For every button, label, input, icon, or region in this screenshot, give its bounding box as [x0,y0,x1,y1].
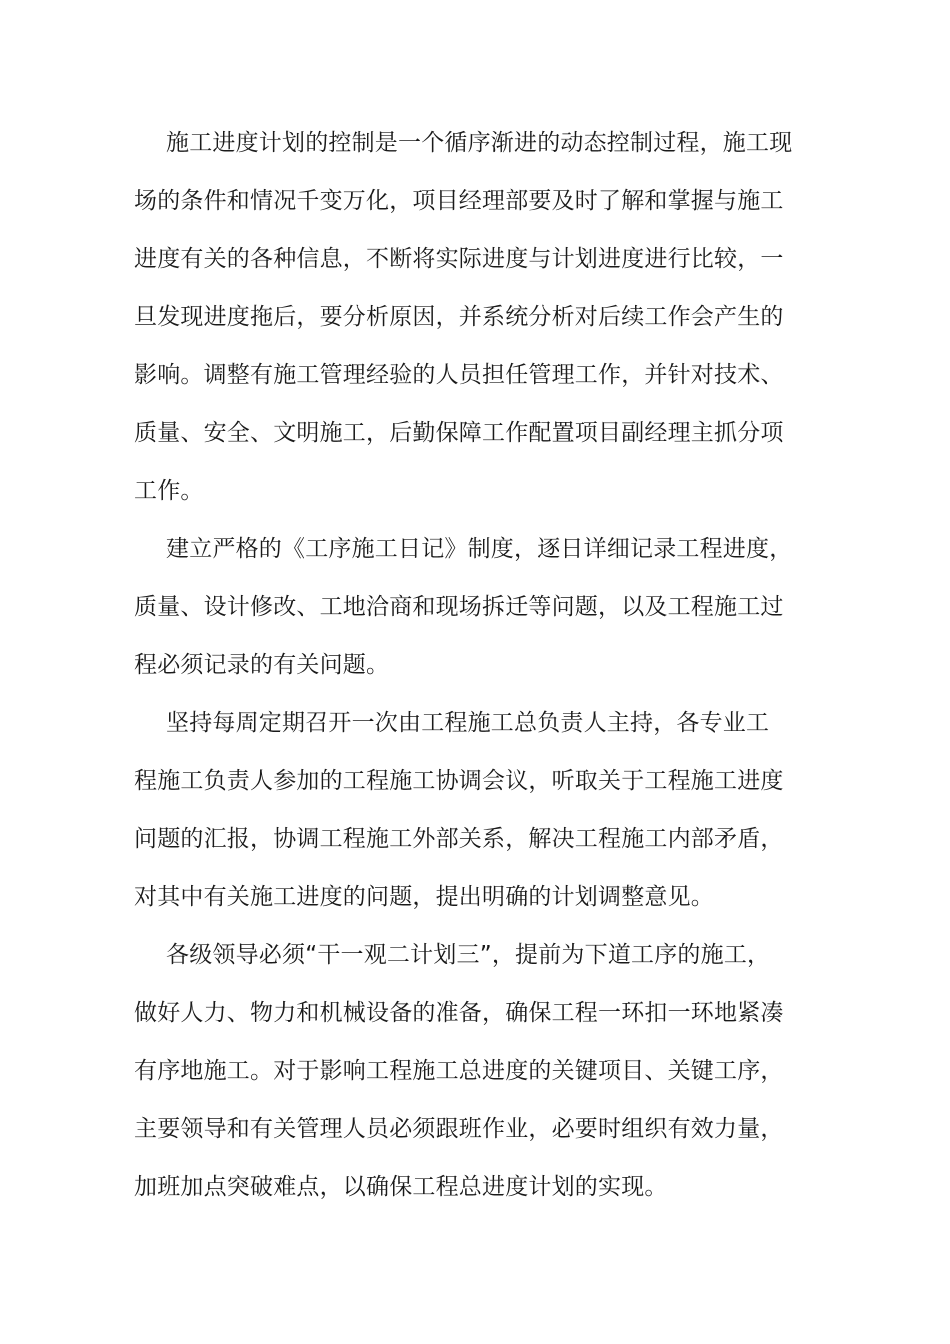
paragraph-progress-control [134,114,824,520]
text-line: 质量、设计修改、工地洽商和现场拆迁等问题，以及工程施工过 [134,594,784,620]
paragraph-construction-diary [134,520,824,694]
text-line: 影响。调整有施工管理经验的人员担任管理工作，并针对技术、 [134,362,784,388]
text-line: 问题的汇报，协调工程施工外部关系，解决工程施工内部矛盾， [134,826,784,852]
document-body [134,114,824,1216]
text-line: 工作。 [134,478,204,504]
text-line: 做好人力、物力和机械设备的准备，确保工程一环扣一环地紧凑 [134,1000,784,1026]
text-line: 程施工负责人参加的工程施工协调会议，听取关于工程施工进度 [134,768,784,794]
text-line: 加班加点突破难点，以确保工程总进度计划的实现。 [134,1174,668,1200]
text-line: 程必须记录的有关问题。 [134,652,390,678]
text-line: 施工进度计划的控制是一个循序渐进的动态控制过程，施工现 [166,130,793,156]
text-line: 场的条件和情况千变万化，项目经理部要及时了解和掌握与施工 [134,188,784,214]
text-line: 对其中有关施工进度的问题，提出明确的计划调整意见。 [134,884,714,910]
text-line: 建立严格的《工序施工日记》制度，逐日详细记录工程进度， [166,536,793,562]
text-line: 进度有关的各种信息，不断将实际进度与计划进度进行比较，一 [134,246,784,272]
paragraph-leadership [134,926,824,1216]
text-line: 坚持每周定期召开一次由工程施工总负责人主持，各专业工 [166,710,770,736]
text-line: 各级领导必须“干一观二计划三”，提前为下道工序的施工， [166,942,771,968]
text-line: 质量、安全、文明施工，后勤保障工作配置项目副经理主抓分项 [134,420,784,446]
text-line: 旦发现进度拖后，要分析原因，并系统分析对后续工作会产生的 [134,304,784,330]
text-line: 主要领导和有关管理人员必须跟班作业，必要时组织有效力量， [134,1116,784,1142]
paragraph-weekly-meeting [134,694,824,926]
text-line: 有序地施工。对于影响工程施工总进度的关键项目、关键工序， [134,1058,784,1084]
